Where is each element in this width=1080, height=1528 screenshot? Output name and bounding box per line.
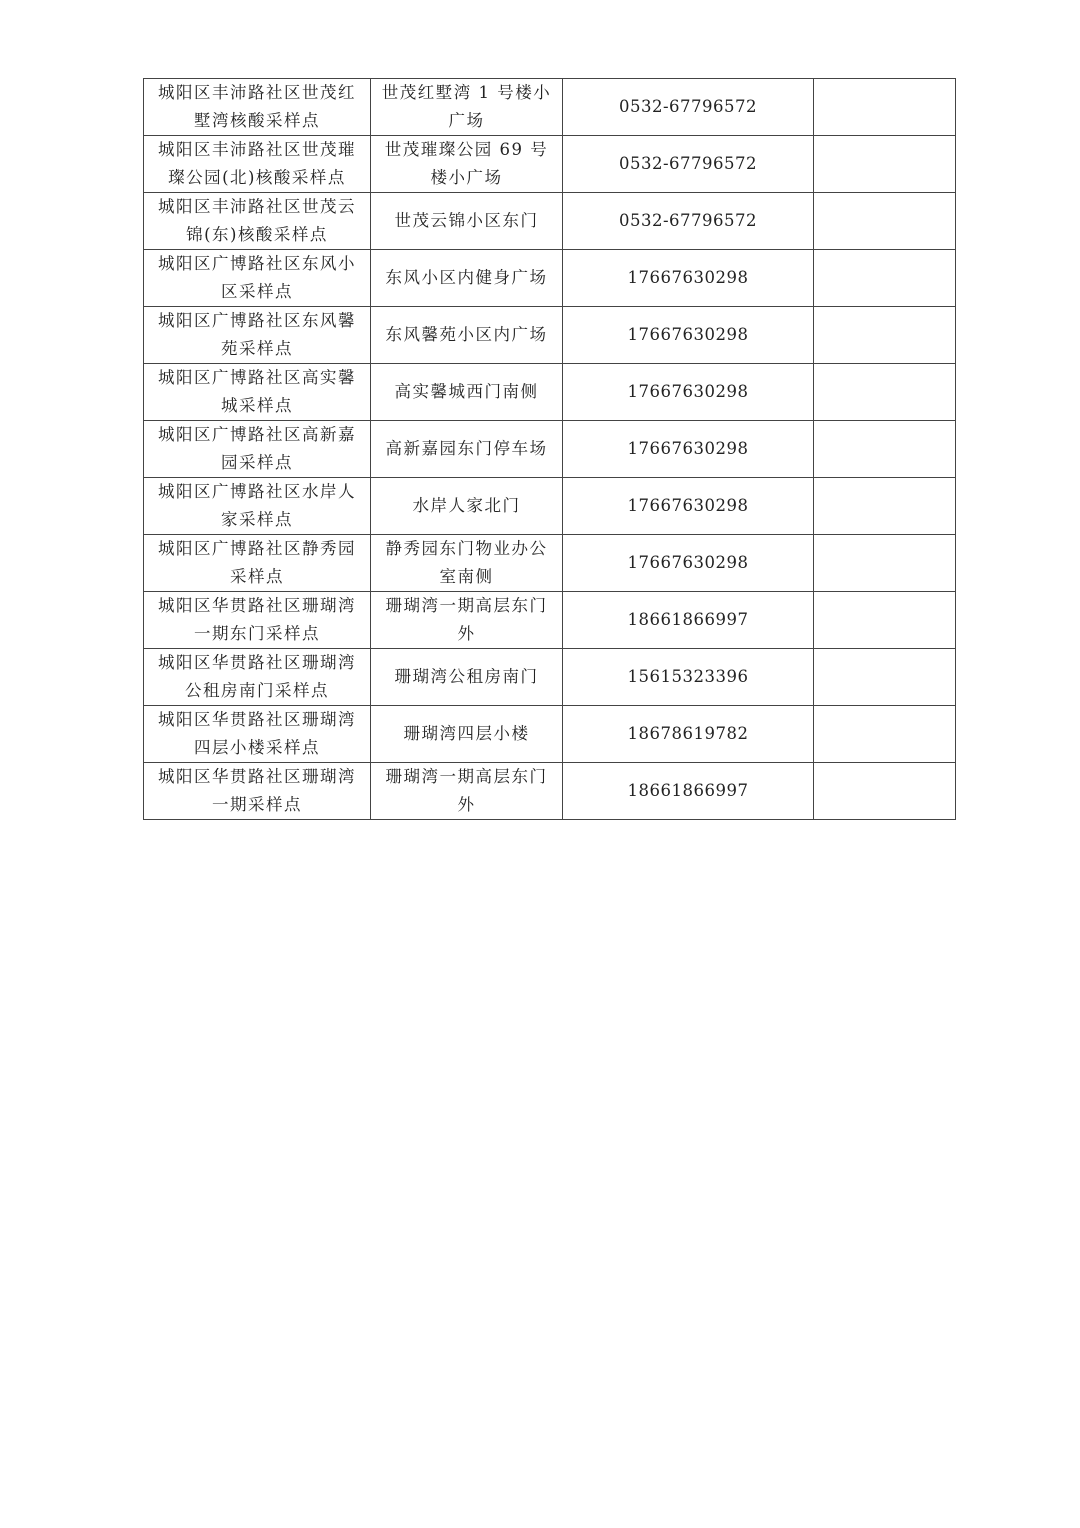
site-phone-cell: 17667630298 bbox=[563, 535, 814, 592]
site-location-cell: 世茂红墅湾 1 号楼小广场 bbox=[371, 79, 563, 136]
table-row bbox=[144, 79, 956, 136]
site-phone-cell: 0532-67796572 bbox=[563, 193, 814, 250]
site-phone-cell: 0532-67796572 bbox=[563, 136, 814, 193]
site-note-cell bbox=[814, 706, 956, 763]
site-name-cell: 城阳区丰沛路社区世茂璀璨公园(北)核酸采样点 bbox=[144, 136, 371, 193]
site-note-cell bbox=[814, 763, 956, 820]
site-name-cell: 城阳区华贯路社区珊瑚湾公租房南门采样点 bbox=[144, 649, 371, 706]
table-row bbox=[144, 535, 956, 592]
site-note-cell bbox=[814, 364, 956, 421]
sampling-sites-table bbox=[143, 78, 956, 820]
table-row bbox=[144, 307, 956, 364]
site-phone-cell: 18661866997 bbox=[563, 592, 814, 649]
site-note-cell bbox=[814, 79, 956, 136]
site-location-cell: 东风馨苑小区内广场 bbox=[371, 307, 563, 364]
site-name-cell: 城阳区广博路社区水岸人家采样点 bbox=[144, 478, 371, 535]
site-name-cell: 城阳区华贯路社区珊瑚湾一期采样点 bbox=[144, 763, 371, 820]
site-location-cell: 高新嘉园东门停车场 bbox=[371, 421, 563, 478]
site-name-cell: 城阳区广博路社区高新嘉园采样点 bbox=[144, 421, 371, 478]
site-note-cell bbox=[814, 478, 956, 535]
site-name-cell: 城阳区华贯路社区珊瑚湾一期东门采样点 bbox=[144, 592, 371, 649]
site-name-cell: 城阳区广博路社区高实馨城采样点 bbox=[144, 364, 371, 421]
site-location-cell: 珊瑚湾四层小楼 bbox=[371, 706, 563, 763]
table-row bbox=[144, 250, 956, 307]
site-location-cell: 高实馨城西门南侧 bbox=[371, 364, 563, 421]
site-phone-cell: 17667630298 bbox=[563, 307, 814, 364]
site-location-cell: 世茂云锦小区东门 bbox=[371, 193, 563, 250]
site-phone-cell: 17667630298 bbox=[563, 421, 814, 478]
table-row bbox=[144, 421, 956, 478]
site-location-cell: 静秀园东门物业办公室南侧 bbox=[371, 535, 563, 592]
site-location-cell: 珊瑚湾一期高层东门外 bbox=[371, 592, 563, 649]
site-note-cell bbox=[814, 592, 956, 649]
table-row bbox=[144, 478, 956, 535]
table-row bbox=[144, 706, 956, 763]
site-name-cell: 城阳区广博路社区东风小区采样点 bbox=[144, 250, 371, 307]
site-phone-cell: 17667630298 bbox=[563, 364, 814, 421]
table-row bbox=[144, 364, 956, 421]
table-row bbox=[144, 763, 956, 820]
site-note-cell bbox=[814, 193, 956, 250]
table-row bbox=[144, 649, 956, 706]
site-phone-cell: 18678619782 bbox=[563, 706, 814, 763]
site-note-cell bbox=[814, 250, 956, 307]
site-note-cell bbox=[814, 421, 956, 478]
site-note-cell bbox=[814, 136, 956, 193]
site-phone-cell: 17667630298 bbox=[563, 250, 814, 307]
sampling-sites-table-body bbox=[144, 79, 956, 820]
site-location-cell: 水岸人家北门 bbox=[371, 478, 563, 535]
site-name-cell: 城阳区广博路社区静秀园采样点 bbox=[144, 535, 371, 592]
site-name-cell: 城阳区丰沛路社区世茂云锦(东)核酸采样点 bbox=[144, 193, 371, 250]
table-row bbox=[144, 193, 956, 250]
site-name-cell: 城阳区华贯路社区珊瑚湾四层小楼采样点 bbox=[144, 706, 371, 763]
site-phone-cell: 15615323396 bbox=[563, 649, 814, 706]
site-note-cell bbox=[814, 649, 956, 706]
site-note-cell bbox=[814, 535, 956, 592]
site-phone-cell: 0532-67796572 bbox=[563, 79, 814, 136]
site-location-cell: 珊瑚湾公租房南门 bbox=[371, 649, 563, 706]
site-location-cell: 世茂璀璨公园 69 号楼小广场 bbox=[371, 136, 563, 193]
site-location-cell: 珊瑚湾一期高层东门外 bbox=[371, 763, 563, 820]
site-name-cell: 城阳区丰沛路社区世茂红墅湾核酸采样点 bbox=[144, 79, 371, 136]
site-location-cell: 东风小区内健身广场 bbox=[371, 250, 563, 307]
table-row bbox=[144, 592, 956, 649]
site-phone-cell: 18661866997 bbox=[563, 763, 814, 820]
site-note-cell bbox=[814, 307, 956, 364]
table-row bbox=[144, 136, 956, 193]
site-name-cell: 城阳区广博路社区东风馨苑采样点 bbox=[144, 307, 371, 364]
site-phone-cell: 17667630298 bbox=[563, 478, 814, 535]
